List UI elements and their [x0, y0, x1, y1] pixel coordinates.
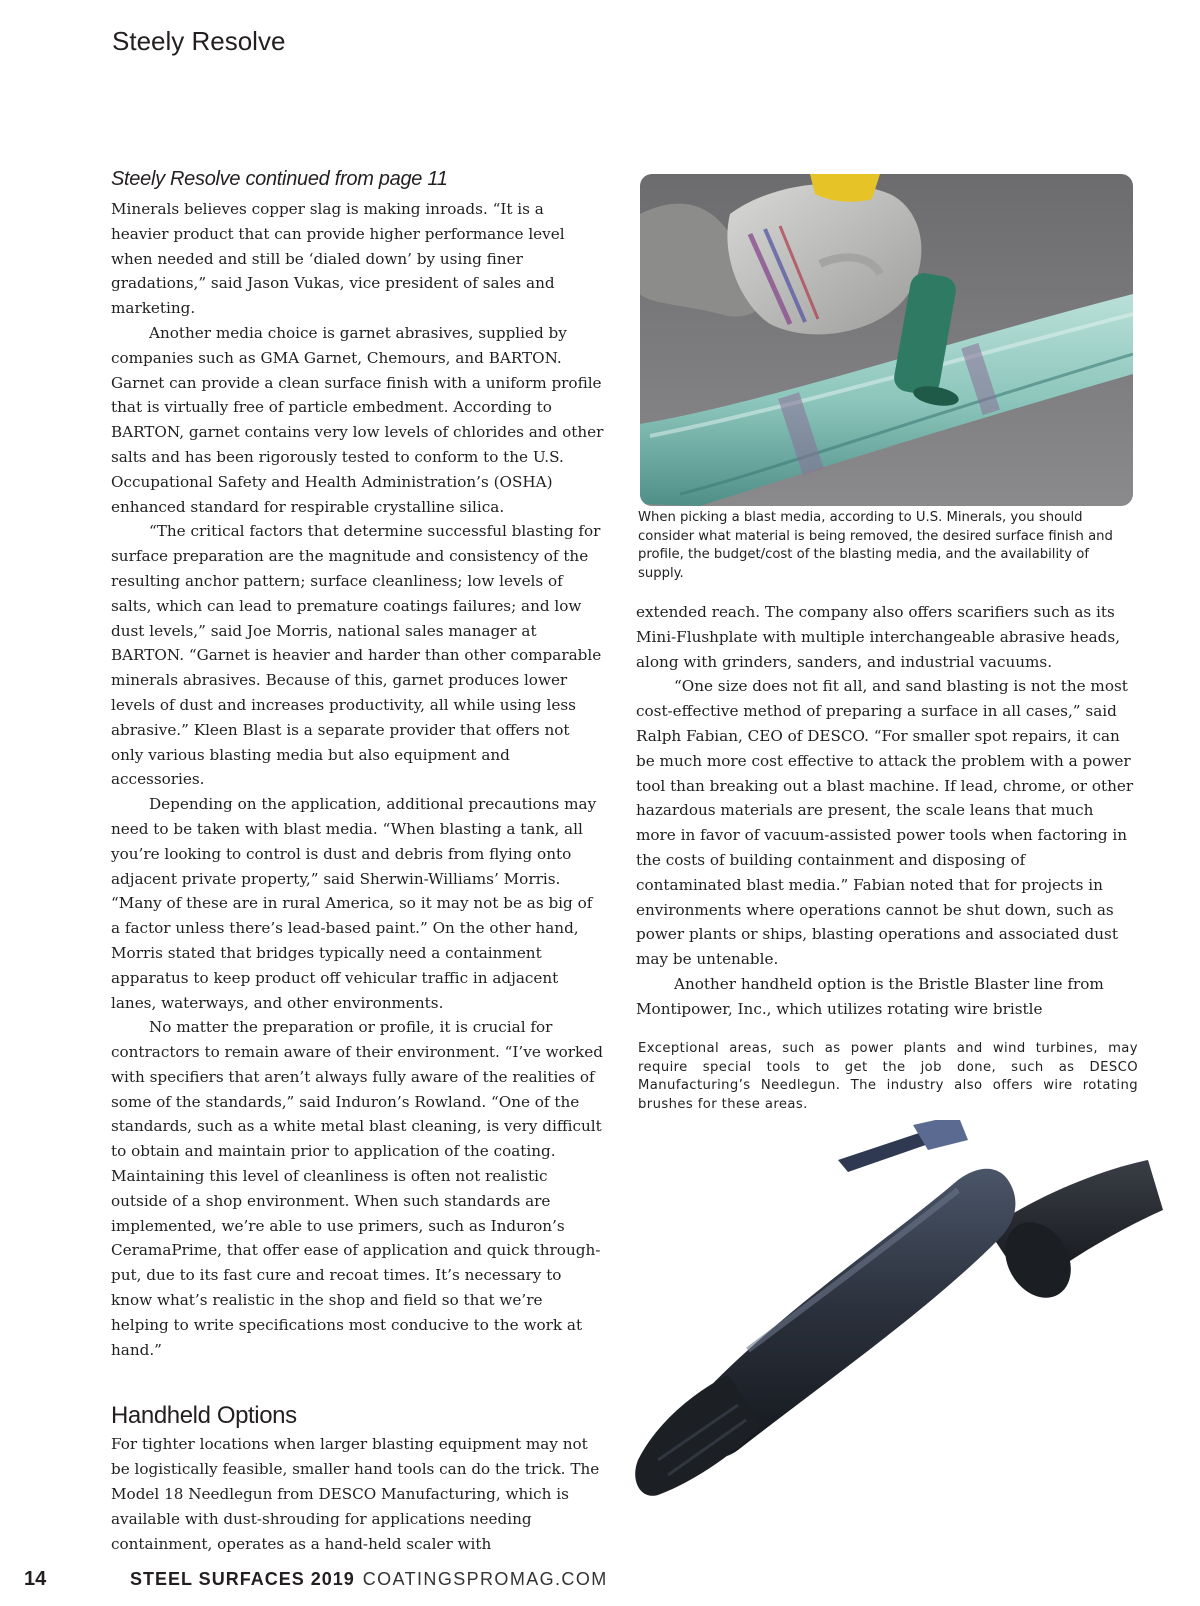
right-column: [636, 600, 1134, 1022]
body-paragraph: No matter the preparation or profile, it is crucial for contractors to remain aware of their environment. “I’ve worked with specifiers that aren’t always fully aware of the realities of some of the standards,” said Induron’s Rowland. “One of the standards, such as a white metal blast cleaning, is very difficult to obtain and maintain prior to application of the coating. Maintaining this level of cleanliness is often not realistic outside of a shop environment. When such standards are implemented, we’re able to use primers, such as Induron’s CeramaPrime, that offer ease of application and quick throughput, due to its fast cure and recoat times. It’s necessary to know what’s realistic in the shop and field so that we’re helping to write specifications most conducive to the work at hand.”: [111, 1018, 603, 1359]
needlegun-image: [628, 1120, 1168, 1500]
body-paragraph: extended reach. The company also offers scarifiers such as its Mini-Flushplate with multiple interchangeable abrasive heads, along with grinders, sanders, and industrial vacuums.: [636, 603, 1121, 671]
body-paragraph: Minerals believes copper slag is making inroads. “It is a heavier product that can provide higher performance level when needed and still be ‘dialed down’ by using finer gradations,” said Jason Vukas, vice president of sales and marketing.: [111, 200, 565, 318]
body-paragraph: “The critical factors that determine successful blasting for surface preparation are the magnitude and consistency of the resulting anchor pattern; surface cleanliness; low levels of salts, which can lead to premature coatings failures; and low dust levels,” said Joe Morris, national sales manager at BARTON. “Garnet is heavier and harder than other comparable minerals abrasives. Because of this, garnet produces lower levels of dust and increases productivity, all while using less abrasive.” Kleen Blast is a separate provider that offers not only various blasting media but also equipment and accessories.: [111, 522, 602, 789]
photo-caption: Exceptional areas, such as power plants and wind turbines, may require special tools to get the job done, such as DESCO Manufacturing’s Needlegun. The industry also offers wire rotating brushes for these areas.: [638, 1041, 1138, 1112]
body-paragraph: “One size does not fit all, and sand blasting is not the most cost-effective method of preparing a surface in all cases,” said Ralph Fabian, CEO of DESCO. “For smaller spot repairs, it can be much more cost effective to attack the problem with a power tool than breaking out a blast machine. If lead, chrome, or other hazardous materials are present, the scale leans that much more in favor of vacuum-assisted power tools when factoring in the costs of building containment and disposing of contaminated blast media.” Fabian noted that for projects in environments where operations cannot be shut down, such as power plants or ships, blasting operations and associated dust may be untenable.: [636, 677, 1134, 969]
magazine-url[interactable]: COATINGSPROMAG.COM: [362, 1569, 608, 1589]
blast-media-photo: [640, 174, 1133, 506]
section-heading: Handheld Options: [111, 1402, 297, 1430]
page-footer: [24, 1568, 608, 1591]
body-paragraph: Another handheld option is the Bristle Blaster line from Montipower, Inc., which utilizes rotating wire bristle: [636, 974, 1104, 1018]
magazine-title: STEEL SURFACES 2019: [130, 1569, 355, 1589]
continued-from-line: Steely Resolve continued from page 11: [111, 168, 448, 190]
page-number: 14: [24, 1568, 47, 1590]
needlegun-photo: [628, 1120, 1168, 1500]
body-paragraph: Depending on the application, additional precautions may need to be taken with blast media. “When blasting a tank, all you’re looking to control is dust and debris from flying onto adjacent private property,” said Sherwin-Williams’ Morris. “Many of these are in rural America, so it may not be as big of a factor unless there’s lead-based paint.” On the other hand, Morris stated that bridges typically need a containment apparatus to keep product off vehicular traffic in adjacent lanes, waterways, and other environments.: [111, 795, 597, 1012]
body-paragraph: Another media choice is garnet abrasives, supplied by companies such as GMA Garnet, Chemours, and BARTON. Garnet can provide a clean surface finish with a uniform profile that is virtually free of particle embedment. According to BARTON, garnet contains very low levels of chlorides and other salts and has been rigorously tested to conform to the U.S. Occupational Safety and Health Administration’s (OSHA) enhanced standard for respirable crystalline silica.: [111, 323, 604, 516]
body-paragraph: For tighter locations when larger blasting equipment may not be logistically feasible, smaller hand tools can do the trick. The Model 18 Needlegun from DESCO Manufacturing, which is available with dust-shrouding for applications needing containment, operates as a hand-held scaler with: [111, 1435, 600, 1553]
gloved-hand-pipe-image: [640, 174, 1133, 506]
running-head: Steely Resolve: [112, 26, 286, 56]
left-column: [111, 166, 605, 1556]
photo-caption: When picking a blast media, according to U.S. Minerals, you should consider what material is being removed, the desired surface finish and profile, the budget/cost of the blasting media, and the availability of supply.: [638, 510, 1113, 581]
